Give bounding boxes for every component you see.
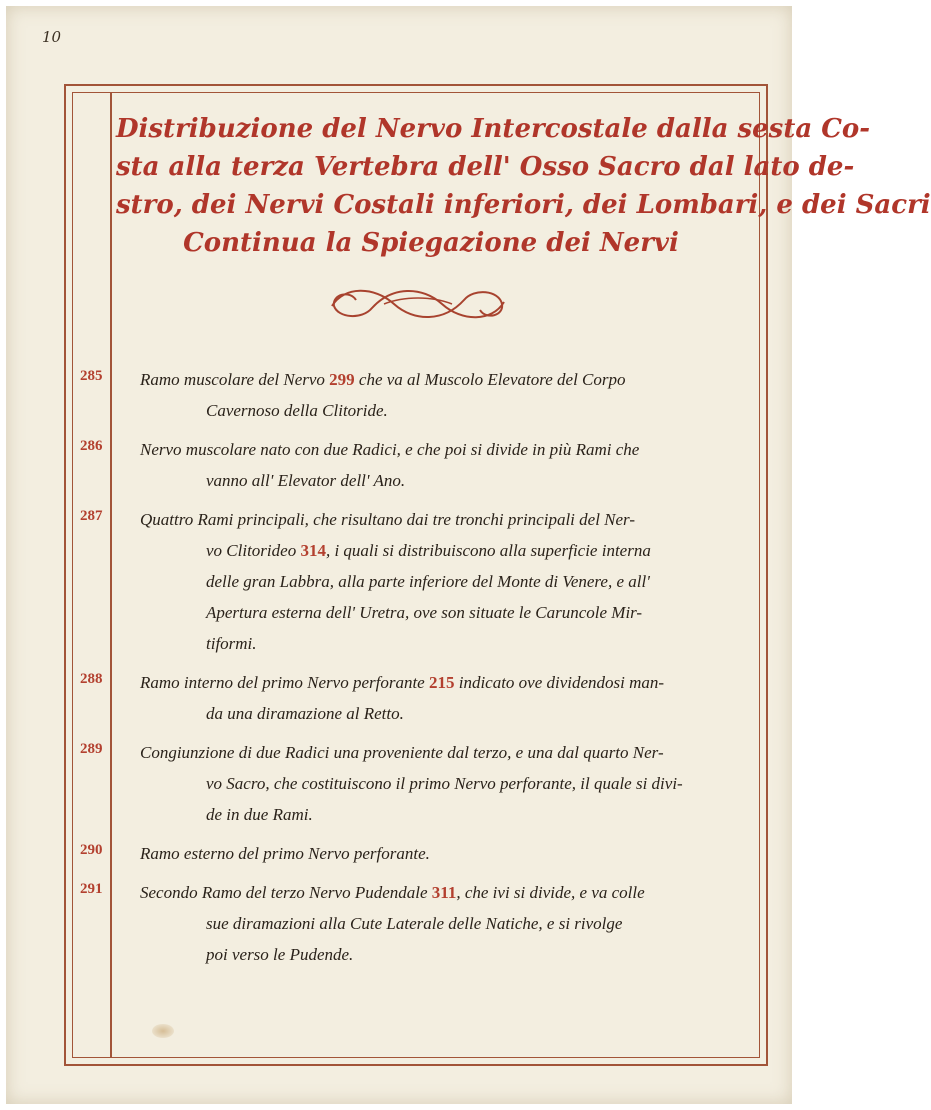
entry-line-text: Ramo esterno del primo Nervo perforante.	[140, 844, 430, 863]
entry-line-text: vanno all' Elevator dell' Ano.	[206, 471, 406, 490]
entry-line-text: , che ivi si divide, e va colle	[456, 883, 645, 902]
entry-text	[140, 364, 736, 426]
entry-text	[140, 667, 736, 729]
entry-line	[140, 364, 736, 395]
entry-line-text: Ramo muscolare del Nervo	[140, 370, 330, 389]
entry-289	[74, 737, 746, 830]
entry-line-text: Quattro Rami principali, che risultano dai tre tronchi principali del Ner-	[140, 510, 635, 529]
title-line: sta alla terza Vertebra dell' Osso Sacro dal lato de-	[116, 152, 855, 182]
entry-line-text: da una diramazione al Retto.	[206, 704, 404, 723]
flourish-ornament-icon	[324, 276, 512, 332]
page-number: 10	[42, 28, 62, 46]
entry-286	[74, 434, 746, 496]
entry-line-text: delle gran Labbra, alla parte inferiore del Monte di Venere, e all'	[206, 572, 650, 591]
title-line: Distribuzione del Nervo Intercostale dalla sesta Co-	[116, 114, 871, 144]
entry-line	[140, 838, 736, 869]
entry-list	[74, 364, 746, 978]
entry-line	[140, 799, 736, 830]
entry-line-text: Nervo muscolare nato con due Radici, e che poi si divide in più Rami che	[140, 440, 640, 459]
entry-line-text: poi verso le Pudende.	[206, 945, 354, 964]
paper-stain	[152, 1024, 174, 1038]
entry-line	[140, 597, 736, 628]
entry-285	[74, 364, 746, 426]
entry-number: 286	[80, 438, 103, 454]
entry-line	[140, 504, 736, 535]
entry-line	[140, 667, 736, 698]
entry-text	[140, 737, 736, 830]
entry-288	[74, 667, 746, 729]
entry-line-text: vo Sacro, che costituiscono il primo Nervo perforante, il quale si divi-	[206, 774, 683, 793]
entry-line-text: , i quali si distribuiscono alla superficie interna	[325, 541, 651, 560]
entry-291	[74, 877, 746, 970]
entry-line	[140, 908, 736, 939]
entry-number: 290	[80, 842, 103, 858]
reference-number: 299	[329, 370, 355, 389]
entry-number: 289	[80, 741, 103, 757]
entry-text	[140, 434, 736, 496]
entry-line	[140, 768, 736, 799]
entry-line	[140, 395, 736, 426]
entry-line-text: vo Clitorideo	[206, 541, 301, 560]
entry-line-text: tiformi.	[206, 634, 257, 653]
entry-line-text: indicato ove dividendosi man-	[454, 673, 665, 692]
entry-line-text: sue diramazioni alla Cute Laterale delle Natiche, e si rivolge	[206, 914, 623, 933]
entry-line-text: Secondo Ramo del terzo Nervo Pudendale	[140, 883, 432, 902]
entry-line-text: Cavernoso della Clitoride.	[206, 401, 388, 420]
entry-text	[140, 504, 736, 659]
manuscript-page	[6, 6, 931, 1104]
reference-number: 215	[428, 673, 455, 692]
reference-number: 311	[431, 883, 457, 902]
entry-text	[140, 877, 736, 970]
entry-number: 288	[80, 671, 103, 687]
entry-line	[140, 434, 736, 465]
entry-line-text: che va al Muscolo Elevatore del Corpo	[354, 370, 626, 389]
title-line: Continua la Spiegazione dei Nervi	[183, 228, 679, 258]
entry-text	[140, 838, 736, 869]
entry-number: 287	[80, 508, 103, 524]
entry-line-text: Ramo interno del primo Nervo perforante	[140, 673, 429, 692]
entry-line	[140, 566, 736, 597]
entry-line	[140, 698, 736, 729]
entry-line	[140, 737, 736, 768]
entry-line	[140, 628, 736, 659]
entry-line	[140, 465, 736, 496]
entry-number: 285	[80, 368, 103, 384]
reference-number: 314	[300, 541, 326, 560]
entry-line	[140, 535, 736, 566]
entry-line	[140, 939, 736, 970]
entry-number: 291	[80, 881, 103, 897]
title-line: stro, dei Nervi Costali inferiori, dei Lombari, e dei Sacri	[116, 190, 931, 220]
entry-line-text: Congiunzione di due Radici una proveniente dal terzo, e una dal quarto Ner-	[140, 743, 664, 762]
entry-line	[140, 877, 736, 908]
page-title	[116, 110, 931, 262]
entry-line-text: de in due Rami.	[206, 805, 313, 824]
entry-287	[74, 504, 746, 659]
entry-line-text: Apertura esterna dell' Uretra, ove son situate le Caruncole Mir-	[206, 603, 643, 622]
entry-290	[74, 838, 746, 869]
